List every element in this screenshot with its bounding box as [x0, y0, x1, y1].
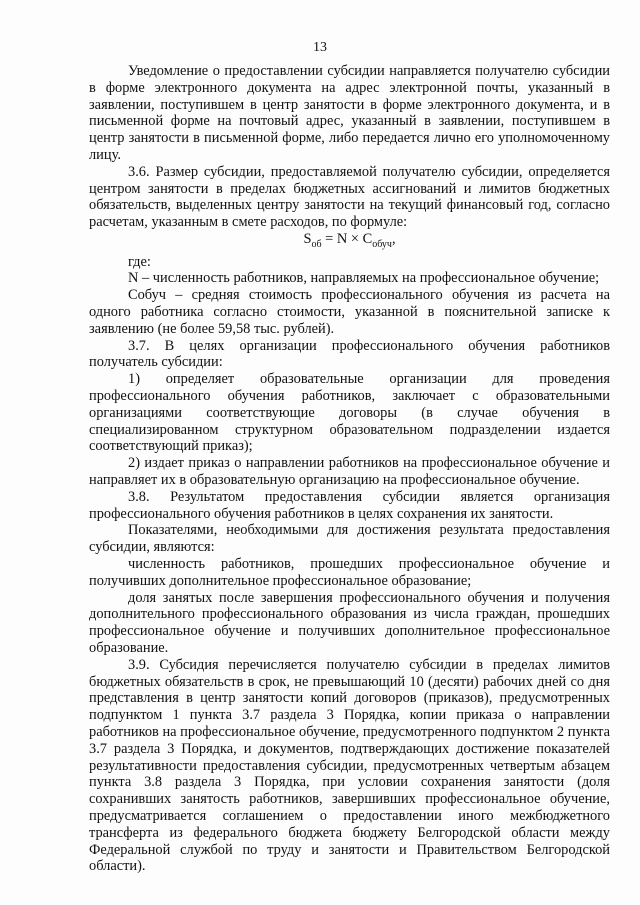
paragraph-indicator-1: численность работников, прошедших профессиональное обучение и получивших дополнительное профессиональное образование;: [89, 555, 610, 589]
document-body: [89, 63, 610, 875]
paragraph-3-7-item-2: 2) издает приказ о направлении работников на профессиональное обучение и направляет их в образовательную организацию на профессиональное обучение.: [89, 455, 610, 488]
formula-rhs-subscript: обуч: [372, 238, 392, 250]
paragraph-3-8: 3.8. Результатом предоставления субсидии является организация профессионального обучения работников в целях сохранения их занятости.: [89, 488, 610, 522]
paragraph-3-7: 3.7. В целях организации профессионального обучения работников получатель субсидии:: [89, 337, 610, 371]
formula-lhs: S: [303, 230, 312, 247]
paragraph-indicators: Показателями, необходимыми для достижения результата предоставления субсидии, являются:: [89, 522, 610, 556]
paragraph-3-9: 3.9. Субсидия перечисляется получателю субсидии в пределах лимитов бюджетных обязательств в срок, не превышающий 10 (десяти) рабочих дней со дня представления в центр занятости копий договоров (приказов), предусмотренных подпунктом 1 пункта 3.7 раздела 3 Порядка, копии приказа о направлении работников на профессиональное обучение, предусмотренного подпунктом 2 пункта 3.7 раздела 3 Порядка, и документов, подтверждающих достижение показателей результативности предоставления субсидии, предусмотренных четвертым абзацем пункта 3.8 раздела 3 Порядка, при условии сохранения занятости (доля сохранивших занятость работников, завершивших профессиональное обучение, предусматривается соглашением о предоставлении иного межбюджетного трансферта из федерального бюджета бюджету Белгородской области между Федеральной службой по труду и занятости и Правительством Белгородской области).: [89, 656, 610, 875]
paragraph-notification: Уведомление о предоставлении субсидии направляется получателю субсидии в форме электронного документа на адрес электронной почты, указанный в заявлении, поступившем в центр занятости в форме электронного документа, и в письменной форме на почтовый адрес, указанный в заявлении, поступившем в центр занятости в письменной форме, либо передается лично его уполномоченному лицу.: [89, 63, 610, 163]
formula-middle: = N × C: [321, 230, 373, 247]
paragraph-3-6: 3.6. Размер субсидии, предоставляемой получателю субсидии, определяется центром занятости в пределах бюджетных ассигнований и лимитов бюджетных обязательств, выделенных центру занятости на текущий финансовый год, согласно расчетам, указанным в смете расходов, по формуле:: [89, 163, 610, 231]
subsidy-formula: [89, 231, 610, 254]
formula-tail: ,: [391, 230, 396, 247]
paragraph-n-definition: N – численность работников, направляемых на профессиональное обучение;: [128, 270, 600, 287]
formula-lhs-subscript: об: [311, 238, 322, 250]
paragraph-3-7-item-1: 1) определяет образовательные организации для проведения профессионального обучения работников, заключает с образовательными организациями соответствующие договоры (в случае обучения в специализированном структурном образовательном подразделении издается соответствующий приказ);: [89, 371, 610, 455]
paragraph-indicator-2: доля занятых после завершения профессионального обучения и получения дополнительного профессионального образования из числа граждан, прошедших профессиональное обучение и получивших дополнительное профессиональное образование.: [89, 589, 610, 656]
paragraph-where: где:: [128, 253, 151, 270]
paragraph-c-definition: Cобуч – средняя стоимость профессионального обучения из расчета на одного работника согласно стоимости, указанной в пояснительной записке к заявлению (не более 59,58 тыс. рублей).: [89, 287, 610, 337]
page-number: 13: [313, 40, 327, 55]
